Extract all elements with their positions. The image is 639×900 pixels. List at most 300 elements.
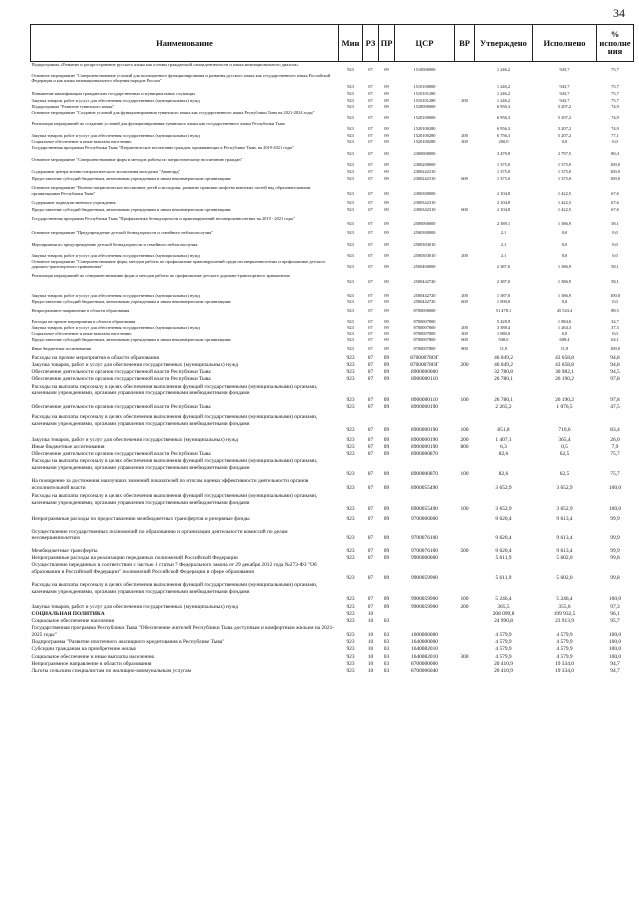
row-name-cell: Подпрограмма «Развитие и распространение русского языка как основы гражданской самоидентичности и языка межнационального диалога»: [31, 62, 299, 67]
row-min-cell: 923: [346, 471, 355, 478]
row-pr-cell: 09: [383, 515, 390, 522]
row-percent-cell: 100,0: [610, 169, 620, 175]
row-pr-cell: 09: [384, 307, 389, 313]
row-percent-cell: 0,0: [612, 298, 618, 304]
row-approved-cell: 1 375,0: [496, 169, 511, 175]
row-min-cell: 923: [347, 264, 354, 270]
row-name-cell: Основное мероприятие "Совершенствование форм, методов работы по профилактике правонарушений среди несовершеннолетних и профилактике детского дорожно-транспортного травматизма": [31, 259, 326, 270]
table-row: [31, 384, 634, 404]
row-executed-cell: 1 375,0: [557, 176, 572, 182]
row-rz-cell: 07: [368, 133, 373, 139]
row-approved-cell: 2 104,8: [496, 199, 511, 205]
row-name-cell: Непрограммное направление в области образования: [31, 660, 152, 667]
row-min-cell: 923: [347, 221, 354, 227]
row-percent-cell: 100,0: [610, 292, 620, 298]
row-pr-cell: 09: [384, 97, 389, 103]
row-vr-cell: 600: [461, 176, 468, 182]
table-row: [31, 169, 634, 176]
row-min-cell: 923: [346, 618, 355, 625]
row-rz-cell: 07: [367, 515, 374, 522]
row-vr-cell: [455, 529, 475, 548]
row-approved-cell: 2,1: [500, 253, 507, 259]
row-csr-cell: 1510101280: [413, 90, 436, 96]
row-rz-cell: 07: [368, 97, 373, 103]
row-csr-cell: 1520100280: [413, 139, 436, 145]
row-pr-cell: 09: [383, 427, 390, 434]
row-pr-cell: 03: [383, 667, 390, 674]
row-executed-cell: 5 207,2: [557, 115, 572, 121]
row-vr-cell: [455, 216, 475, 230]
row-percent-cell: 94,8: [610, 354, 620, 361]
row-rz-cell: 07: [367, 450, 374, 457]
row-approved-cell: 1 375,0: [496, 162, 511, 168]
row-executed-cell: 943,7: [559, 67, 570, 73]
row-percent-cell: 99,8: [610, 575, 620, 582]
row-min-cell: 923: [346, 575, 355, 582]
row-pr-cell: 09: [384, 133, 389, 139]
row-percent-cell: 0,0: [612, 253, 618, 259]
row-vr-cell: 100: [460, 471, 469, 478]
row-name-cell: Подпрограмма "Развитие тувинского языка": [31, 103, 115, 109]
row-rz-cell: 07: [368, 345, 373, 351]
row-percent-cell: 26,0: [610, 436, 620, 443]
row-approved-cell: 2 104,8: [496, 206, 511, 212]
row-vr-cell: [455, 73, 475, 91]
row-csr-cell: 2500442720: [413, 292, 436, 298]
row-vr-cell: 600: [461, 206, 468, 212]
row-pr-cell: 09: [383, 436, 390, 443]
row-csr-cell: 2500442720: [413, 298, 436, 304]
row-min-cell: 923: [346, 639, 355, 646]
row-approved-cell: 3 652,9: [495, 485, 512, 492]
table-row: [31, 529, 634, 548]
table-row: [31, 414, 634, 436]
row-rz-cell: 07: [368, 324, 373, 330]
row-min-cell: 923: [347, 133, 354, 139]
row-executed-cell: 26 190,2: [555, 396, 574, 403]
row-csr-cell: 87000078ОГ: [410, 354, 439, 361]
row-min-cell: 923: [346, 485, 355, 492]
row-csr-cell: 2500442720: [413, 278, 436, 284]
row-pr-cell: 09: [384, 83, 389, 89]
row-vr-cell: [455, 242, 475, 253]
row-name-cell: Социальное обеспечение населения: [31, 618, 115, 625]
row-csr-cell: 8900000110: [411, 396, 438, 403]
row-min-cell: 923: [346, 362, 355, 368]
row-name-cell: Иные бюджетные ассигнования: [31, 345, 91, 351]
row-pr-cell: 09: [384, 221, 389, 227]
row-csr-cell: 9700076100: [411, 535, 438, 542]
row-min-cell: 923: [347, 345, 354, 351]
row-approved-cell: 6 956,3: [496, 126, 511, 132]
row-vr-cell: [455, 668, 475, 675]
row-approved-cell: 46 049,2: [494, 362, 513, 368]
row-vr-cell: [455, 562, 475, 582]
row-rz-cell: 07: [367, 443, 374, 450]
row-executed-cell: 1 264,3: [557, 324, 572, 330]
row-rz-cell: 07: [368, 278, 373, 284]
row-csr-cell: 8700007800: [413, 324, 436, 330]
row-name-cell: Основное мероприятие "Совершенствование условий для полноценного функционирования и развития русского языка как государственного языка Российской Федерации и как языка межнационального общения народов России": [31, 72, 331, 84]
row-csr-cell: 2500000000: [413, 221, 436, 227]
row-csr-cell: 8900000190: [411, 436, 438, 443]
row-min-cell: 923: [347, 90, 354, 96]
row-vr-cell: 800: [460, 443, 469, 450]
row-approved-cell: 4 579,9: [495, 639, 512, 646]
row-executed-cell: 9 613,4: [556, 535, 573, 542]
row-csr-cell: [395, 618, 455, 625]
row-csr-cell: 8700000000: [411, 660, 438, 667]
row-executed-cell: 1 422,5: [557, 206, 572, 212]
row-pr-cell: 09: [384, 90, 389, 96]
row-name-cell: Повышение квалификации гражданских государственных и муниципальных служащих: [31, 90, 196, 96]
row-approved-cell: 82,6: [498, 471, 509, 478]
row-percent-cell: 67,6: [611, 190, 619, 196]
row-min-cell: 923: [347, 83, 354, 89]
table-row: [31, 654, 634, 661]
row-min-cell: 923: [347, 115, 354, 121]
row-pr-cell: 09: [383, 396, 390, 403]
row-rz-cell: 07: [367, 471, 374, 478]
row-rz-cell: 07: [367, 369, 374, 376]
row-pr-cell: 09: [384, 253, 389, 259]
row-percent-cell: 0,0: [612, 139, 618, 145]
table-row: [31, 346, 634, 355]
row-percent-cell: 99,8: [610, 554, 620, 561]
row-min-cell: 923: [346, 403, 355, 410]
row-rz-cell: 07: [368, 330, 373, 336]
table-row: [31, 625, 634, 639]
row-percent-cell: 77,1: [611, 133, 619, 139]
row-pr-cell: 09: [383, 471, 390, 478]
row-pr-cell: 09: [383, 485, 390, 492]
row-executed-cell: 5 207,2: [557, 103, 572, 109]
row-executed-cell: 11,9: [560, 345, 569, 351]
row-vr-cell: [455, 516, 475, 529]
row-percent-cell: 94,8: [610, 362, 620, 368]
row-name-cell: Закупка товаров, работ и услуг для обеспечения государственных (муниципальных) нужд: [31, 97, 200, 103]
table-row: [31, 145, 634, 156]
row-executed-cell: 1 375,0: [557, 162, 572, 168]
row-vr-cell: 200: [461, 133, 468, 139]
row-approved-cell: 82,6: [498, 450, 509, 457]
row-rz-cell: 07: [368, 318, 373, 324]
row-approved-cell: 365,5: [497, 603, 510, 610]
row-approved-cell: 1 246,2: [496, 97, 511, 103]
row-csr-cell: 1640082010: [411, 653, 438, 660]
row-vr-cell: [455, 273, 475, 292]
row-min-cell: 923: [347, 190, 354, 196]
row-name-cell: Непрограммное направление в области образования: [31, 307, 130, 313]
row-percent-cell: 100,0: [610, 176, 620, 182]
row-vr-cell: [455, 200, 475, 207]
row-pr-cell: 09: [383, 376, 390, 383]
row-executed-cell: 0,0: [561, 253, 568, 259]
row-percent-cell: 88,5: [611, 307, 619, 313]
row-name-cell: Обеспечение деятельности органов государственной власти Республики Тыва: [31, 450, 211, 457]
row-vr-cell: [455, 308, 475, 319]
row-vr-cell: 200: [461, 324, 468, 330]
row-pr-cell: 09: [384, 115, 389, 121]
budget-table: [30, 24, 634, 675]
row-percent-cell: 100,0: [608, 631, 622, 638]
row-min-cell: 923: [347, 169, 354, 175]
row-name-cell: Основное мероприятие "Предупреждение детской безнадзорности и семейного неблагополучия": [31, 230, 214, 236]
row-rz-cell: 07: [368, 162, 373, 168]
row-name-cell: Предоставление субсидий бюджетным, автономным учреждениям и иным некоммерческим организациям: [31, 298, 231, 304]
row-vr-cell: [455, 110, 475, 121]
row-vr-cell: 100: [460, 427, 469, 434]
row-pr-cell: 09: [383, 547, 390, 554]
row-name-cell: Непрограммные расходы по предоставлению межбюджетных трансфертов и резервные фонды: [31, 515, 250, 522]
row-percent-cell: 75,7: [611, 83, 619, 89]
row-pr-cell: 09: [383, 450, 390, 457]
row-pr-cell: 09: [383, 535, 390, 542]
row-approved-cell: 5 428,9: [496, 318, 511, 324]
table-row: [31, 308, 634, 319]
row-csr-cell: 1520000000: [413, 103, 436, 109]
row-csr-cell: 9700000000: [411, 515, 438, 522]
header-pr: ПР: [379, 25, 395, 62]
row-vr-cell: [455, 157, 475, 169]
row-executed-cell: 943,7: [559, 97, 570, 103]
row-executed-cell: 1 386,9: [557, 292, 572, 298]
row-min-cell: 923: [346, 515, 355, 522]
row-pr-cell: 09: [384, 292, 389, 298]
row-rz-cell: 07: [367, 354, 374, 361]
row-vr-cell: 100: [460, 506, 469, 513]
row-pr-cell: 09: [383, 403, 390, 410]
row-executed-cell: 0,0: [561, 230, 568, 236]
row-name-cell: Расходы на выплаты персоналу в целях обеспечения выполнения функций государственными (муниципальными) органами, казенными учреждениями, органами управления государственными внебюджетными фондами: [31, 414, 318, 427]
row-percent-cell: 80,4: [611, 150, 619, 156]
row-name-cell: Закупка товаров, работ и услуг для обеспечения государственных (муниципальных) нужд: [31, 253, 200, 259]
row-name-cell: Расходы на прочие мероприятия в области образования: [31, 354, 159, 361]
row-approved-cell: 32 780,8: [494, 369, 513, 376]
row-executed-cell: 5 602,0: [556, 575, 573, 582]
row-min-cell: 923: [346, 443, 355, 450]
row-percent-cell: 74,9: [611, 115, 619, 121]
table-row: [31, 661, 634, 668]
row-vr-cell: [455, 91, 475, 98]
table-row: [31, 582, 634, 603]
row-pr-cell: 09: [384, 190, 389, 196]
row-executed-cell: 1 386,9: [557, 221, 572, 227]
row-name-cell: Обеспечение деятельности органов государственной власти Республики Тыва: [31, 369, 211, 376]
row-vr-cell: [455, 62, 475, 73]
table-row: [31, 176, 634, 185]
row-name-cell: Закупка товаров, работ и услуг для обеспечения государственных (муниципальных) нужд: [31, 436, 239, 443]
row-min-cell: 923: [347, 330, 354, 336]
row-csr-cell: 9900059900: [411, 595, 438, 602]
row-min-cell: 923: [346, 667, 355, 674]
row-min-cell: 923: [347, 336, 354, 342]
table-row: [31, 207, 634, 216]
row-csr-cell: 1520100280: [413, 133, 436, 139]
row-pr-cell: 09: [384, 324, 389, 330]
table-row: [31, 562, 634, 582]
row-vr-cell: [455, 145, 475, 156]
row-vr-cell: 300: [461, 330, 468, 336]
row-approved-cell: 1 080,0: [496, 330, 511, 336]
row-vr-cell: 800: [461, 345, 468, 351]
row-csr-cell: 9900059900: [411, 575, 438, 582]
row-pr-cell: 09: [384, 345, 389, 351]
row-pr-cell: 09: [384, 162, 389, 168]
row-min-cell: 923: [347, 230, 354, 236]
table-row: [31, 437, 634, 444]
row-name-cell: Подпрограмма "Развитие ипотечного жилищного кредитования в Республике Тыва": [31, 639, 225, 646]
row-approved-cell: 1 375,0: [496, 176, 511, 182]
row-csr-cell: 1510100000: [413, 83, 436, 89]
row-executed-cell: 30 982,1: [555, 369, 574, 376]
row-approved-cell: 6,3: [500, 443, 507, 450]
row-csr-cell: 2500400000: [413, 264, 436, 270]
row-rz-cell: 07: [368, 126, 373, 132]
row-percent-cell: 34,7: [611, 318, 619, 324]
row-min-cell: 923: [346, 369, 355, 376]
row-vr-cell: [455, 376, 475, 383]
row-vr-cell: [455, 451, 475, 458]
row-percent-cell: 94,5: [610, 369, 620, 376]
table-row: [31, 376, 634, 383]
row-csr-cell: 8700007800: [413, 318, 436, 324]
row-csr-cell: 8900000870: [411, 450, 438, 457]
row-pr-cell: 09: [383, 595, 390, 602]
row-csr-cell: 1520100000: [413, 115, 436, 121]
row-executed-cell: 19 334,0: [555, 660, 574, 667]
row-csr-cell: 1510101280: [413, 97, 436, 103]
row-executed-cell: 943,7: [559, 83, 570, 89]
table-row: [31, 121, 634, 133]
row-vr-cell: [455, 661, 475, 668]
row-approved-cell: 5 246,4: [495, 595, 512, 602]
row-approved-cell: 3 479,8: [496, 150, 511, 156]
row-pr-cell: 03: [383, 639, 390, 646]
row-percent-cell: 74,9: [611, 103, 619, 109]
row-csr-cell: 87000078ОГ: [410, 362, 439, 368]
row-vr-cell: 500: [460, 547, 469, 554]
row-executed-cell: 355,6: [558, 603, 571, 610]
row-name-cell: Закупка товаров, работ и услуг для обеспечения государственных (муниципальных) нужд: [31, 133, 200, 139]
row-approved-cell: 2 389,1: [496, 221, 511, 227]
row-rz-cell: 07: [368, 221, 373, 227]
row-executed-cell: 23 913,9: [555, 618, 574, 625]
row-name-cell: Государственная программа Республики Тыва "Профилактика безнадзорности и правонарушений несовершеннолетних на 2019 - 2021 годы": [31, 215, 296, 221]
row-percent-cell: 64,1: [611, 336, 619, 342]
row-name-cell: Мероприятия по предупреждению детской безнадзорности и семейного неблагополучия: [31, 242, 198, 248]
row-executed-cell: 943,7: [559, 90, 570, 96]
row-vr-cell: [455, 185, 475, 199]
row-csr-cell: 8900055490: [411, 506, 438, 513]
row-vr-cell: 600: [461, 298, 468, 304]
row-min-cell: 923: [347, 126, 354, 132]
row-approved-cell: 24 990,8: [494, 618, 513, 625]
row-vr-cell: [455, 611, 475, 618]
table-row: [31, 110, 634, 121]
row-rz-cell: 10: [367, 646, 374, 653]
row-percent-cell: 100,0: [608, 639, 622, 646]
row-rz-cell: 07: [367, 603, 374, 610]
row-csr-cell: 8700007800: [413, 330, 436, 336]
row-executed-cell: 0,0: [561, 330, 568, 336]
row-executed-cell: 62,5: [559, 450, 570, 457]
table-row: [31, 200, 634, 207]
row-vr-cell: [455, 555, 475, 562]
row-min-cell: 923: [346, 427, 355, 434]
row-csr-cell: 8700006040: [411, 667, 438, 674]
row-approved-cell: 11,9: [499, 345, 508, 351]
row-name-cell: Содержание центра военно-патриотического воспитания молодежи "Авангард": [31, 169, 181, 175]
header-csr: ЦСР: [395, 25, 455, 62]
row-executed-cell: 43 658,8: [555, 362, 574, 368]
row-percent-cell: 0,0: [612, 242, 618, 248]
row-vr-cell: [455, 121, 475, 133]
row-rz-cell: 10: [367, 631, 374, 638]
header-rz: РЗ: [363, 25, 379, 62]
header-vr: ВР: [455, 25, 475, 62]
row-rz-cell: 07: [367, 575, 374, 582]
row-csr-cell: 2300300000: [413, 190, 436, 196]
row-percent-cell: 0,0: [612, 230, 618, 236]
row-pr-cell: 03: [383, 653, 390, 660]
row-percent-cell: 75,7: [611, 90, 619, 96]
row-approved-cell: 2 387,0: [496, 264, 511, 270]
row-min-cell: 923: [346, 653, 355, 660]
row-percent-cell: 100,0: [608, 485, 622, 492]
table-row: [31, 444, 634, 451]
row-min-cell: 923: [347, 242, 354, 248]
row-pr-cell: 09: [384, 206, 389, 212]
row-name-cell: Расходы на выплаты персоналу в целях обеспечения выполнения функций государственными (муниципальными) органами, казенными учреждениями, органами управления государственными внебюджетными фондами: [31, 383, 318, 397]
row-min-cell: 923: [346, 646, 355, 653]
row-percent-cell: 7,9: [611, 443, 619, 450]
table-row: [31, 478, 634, 493]
row-approved-cell: 3 388,4: [496, 324, 511, 330]
row-min-cell: 923: [347, 324, 354, 330]
row-min-cell: 923: [346, 535, 355, 542]
row-rz-cell: 07: [368, 199, 373, 205]
row-pr-cell: 09: [384, 336, 389, 342]
row-executed-cell: 3 652,9: [556, 506, 573, 513]
row-name-cell: Предоставление субсидий бюджетным, автономным учреждениям и иным некоммерческим организациям: [31, 176, 231, 182]
row-percent-cell: 97,3: [610, 603, 620, 610]
row-pr-cell: 03: [383, 631, 390, 638]
row-executed-cell: 5 207,2: [557, 126, 572, 132]
row-percent-cell: 47,5: [610, 403, 620, 410]
row-name-cell: Социальное обеспечение и иные выплаты населению: [31, 330, 132, 336]
row-csr-cell: 8700000000: [413, 307, 436, 313]
row-vr-cell: [455, 230, 475, 242]
table-row: [31, 157, 634, 169]
row-rz-cell: 10: [367, 639, 374, 646]
row-rz-cell: 07: [367, 362, 374, 368]
row-csr-cell: [395, 611, 455, 618]
row-csr-cell: 2300342310: [413, 199, 436, 205]
row-min-cell: 923: [347, 298, 354, 304]
row-vr-cell: [455, 646, 475, 653]
row-min-cell: 923: [346, 595, 355, 602]
row-name-cell: Основное мероприятие "Совершенствование форм и методов работы по патриотическому воспитанию граждан": [31, 156, 243, 162]
table-row: [31, 458, 634, 478]
row-executed-cell: 0,0: [561, 139, 568, 145]
row-name-cell: Закупка товаров, работ и услуг для обеспечения государственных (муниципальных) нужд: [31, 324, 200, 330]
row-executed-cell: 0,5: [561, 443, 568, 450]
row-approved-cell: 51 478,1: [495, 307, 512, 313]
row-vr-cell: 200: [460, 436, 469, 443]
row-name-cell: Социальное обеспечение и иные выплаты населению: [31, 653, 155, 660]
row-pr-cell: 09: [384, 230, 389, 236]
